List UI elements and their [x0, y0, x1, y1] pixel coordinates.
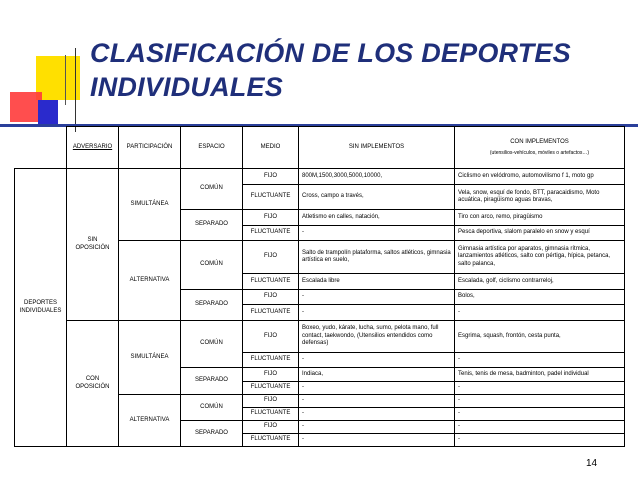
row-label-comun: COMÚN: [181, 241, 243, 290]
sin-implementos-cell: Cross, campo a través,: [299, 185, 455, 210]
medio-cell: FLUCTUANTE: [243, 185, 299, 210]
sin-implementos-cell: -: [299, 226, 455, 241]
medio-cell: FIJO: [243, 421, 299, 434]
row-label-alternativa: ALTERNATIVA: [119, 395, 181, 447]
medio-cell: FLUCTUANTE: [243, 274, 299, 290]
header-adversario: ADVERSARIO: [67, 127, 119, 169]
header-con-implementos-label: CON IMPLEMENTOS: [510, 139, 569, 146]
row-label-separado: SEPARADO: [181, 421, 243, 447]
con-implementos-cell: Esgrima, squash, frontón, cesta punta,: [455, 321, 625, 353]
con-implementos-cell: Tiro con arco, remo, piragüismo: [455, 210, 625, 226]
row-label-separado: SEPARADO: [181, 368, 243, 395]
medio-cell: FLUCTUANTE: [243, 226, 299, 241]
medio-cell: FLUCTUANTE: [243, 434, 299, 447]
row-label-comun: COMÚN: [181, 395, 243, 421]
medio-cell: FLUCTUANTE: [243, 353, 299, 368]
sin-implementos-cell: Atletismo en calles, natación,: [299, 210, 455, 226]
medio-cell: FLUCTUANTE: [243, 382, 299, 395]
sin-implementos-cell: Escalada libre: [299, 274, 455, 290]
header-espacio: ESPACIO: [181, 127, 243, 169]
medio-cell: FIJO: [243, 290, 299, 305]
con-implementos-cell: -: [455, 408, 625, 421]
decor-vertical-line-2: [65, 55, 66, 105]
sin-implementos-cell: Boxeo, yudo, kárate, lucha, sumo, pelota mano, full contact, taekwondo, (Utensilios entendidos como defensas): [299, 321, 455, 353]
sin-implementos-cell: -: [299, 382, 455, 395]
page-number: 14: [586, 458, 598, 469]
medio-cell: FIJO: [243, 241, 299, 274]
row-label-sin-oposicion: SIN OPOSICIÓN: [67, 169, 119, 321]
sin-implementos-cell: -: [299, 290, 455, 305]
medio-cell: FIJO: [243, 169, 299, 185]
con-implementos-cell: -: [455, 305, 625, 321]
row-label-deportes: DEPORTES INDIVIDUALES: [15, 169, 67, 447]
sin-implementos-cell: -: [299, 434, 455, 447]
sin-implementos-cell: Salto de trampolín plataforma, saltos atléticos, gimnasia artística en suelo,: [299, 241, 455, 274]
sin-implementos-cell: Indiaca,: [299, 368, 455, 382]
con-implementos-cell: Gimnasia artística por aparatos, gimnasia rítmica, lanzamientos atléticos, salto con pértiga, hípica, petanca, salto palanca,: [455, 241, 625, 274]
con-implementos-cell: Escalada, golf, ciclismo contrarreloj,: [455, 274, 625, 290]
row-label-simultanea: SIMULTÁNEA: [119, 321, 181, 395]
con-implementos-cell: -: [455, 353, 625, 368]
row-label-simultanea: SIMULTÁNEA: [119, 169, 181, 241]
header-sin-implementos: SIN IMPLEMENTOS: [299, 127, 455, 169]
medio-cell: FIJO: [243, 210, 299, 226]
medio-cell: FIJO: [243, 368, 299, 382]
medio-cell: FIJO: [243, 395, 299, 408]
sin-implementos-cell: -: [299, 305, 455, 321]
medio-cell: FLUCTUANTE: [243, 408, 299, 421]
sin-implementos-cell: -: [299, 421, 455, 434]
medio-cell: FIJO: [243, 321, 299, 353]
sin-implementos-cell: 800M,1500,3000,5000,10000,: [299, 169, 455, 185]
con-implementos-cell: -: [455, 395, 625, 408]
row-label-alternativa: ALTERNATIVA: [119, 241, 181, 321]
row-label-comun: COMÚN: [181, 169, 243, 210]
sin-implementos-cell: -: [299, 395, 455, 408]
decor-blue-square: [38, 100, 58, 124]
con-implementos-cell: Pesca deportiva, slalom paralelo en snow y esquí: [455, 226, 625, 241]
con-implementos-cell: Vela, snow, esquí de fondo, BTT, paracaidismo, Moto acuática, piragüismo aguas bravas,: [455, 185, 625, 210]
header-participacion: PARTICIPACIÓN: [119, 127, 181, 169]
con-implementos-cell: Bolos,: [455, 290, 625, 305]
table-row: [15, 321, 625, 353]
classification-table: [14, 126, 625, 447]
table-row: [15, 169, 625, 185]
medio-cell: FLUCTUANTE: [243, 305, 299, 321]
decor-vertical-line: [75, 48, 76, 132]
row-label-con-oposicion: CON OPOSICIÓN: [67, 321, 119, 447]
sin-implementos-cell: -: [299, 408, 455, 421]
page-title: CLASIFICACIÓN DE LOS DEPORTES INDIVIDUALES: [90, 38, 571, 102]
header-con-implementos: [455, 127, 625, 169]
con-implementos-cell: -: [455, 382, 625, 395]
con-implementos-cell: Tenis, tenis de mesa, badminton, padel individual: [455, 368, 625, 382]
sin-implementos-cell: -: [299, 353, 455, 368]
header-row: [15, 127, 625, 169]
con-implementos-cell: -: [455, 421, 625, 434]
con-implementos-cell: Ciclismo en velódromo, automovilismo f 1, moto gp: [455, 169, 625, 185]
decor-yellow-square: [36, 56, 80, 100]
header-con-implementos-note: (utensilios-vehículos, móviles o artefactos…): [489, 149, 590, 156]
con-implementos-cell: -: [455, 434, 625, 447]
row-label-separado: SEPARADO: [181, 210, 243, 241]
row-label-comun: COMÚN: [181, 321, 243, 368]
row-label-separado: SEPARADO: [181, 290, 243, 321]
header-medio: MEDIO: [243, 127, 299, 169]
